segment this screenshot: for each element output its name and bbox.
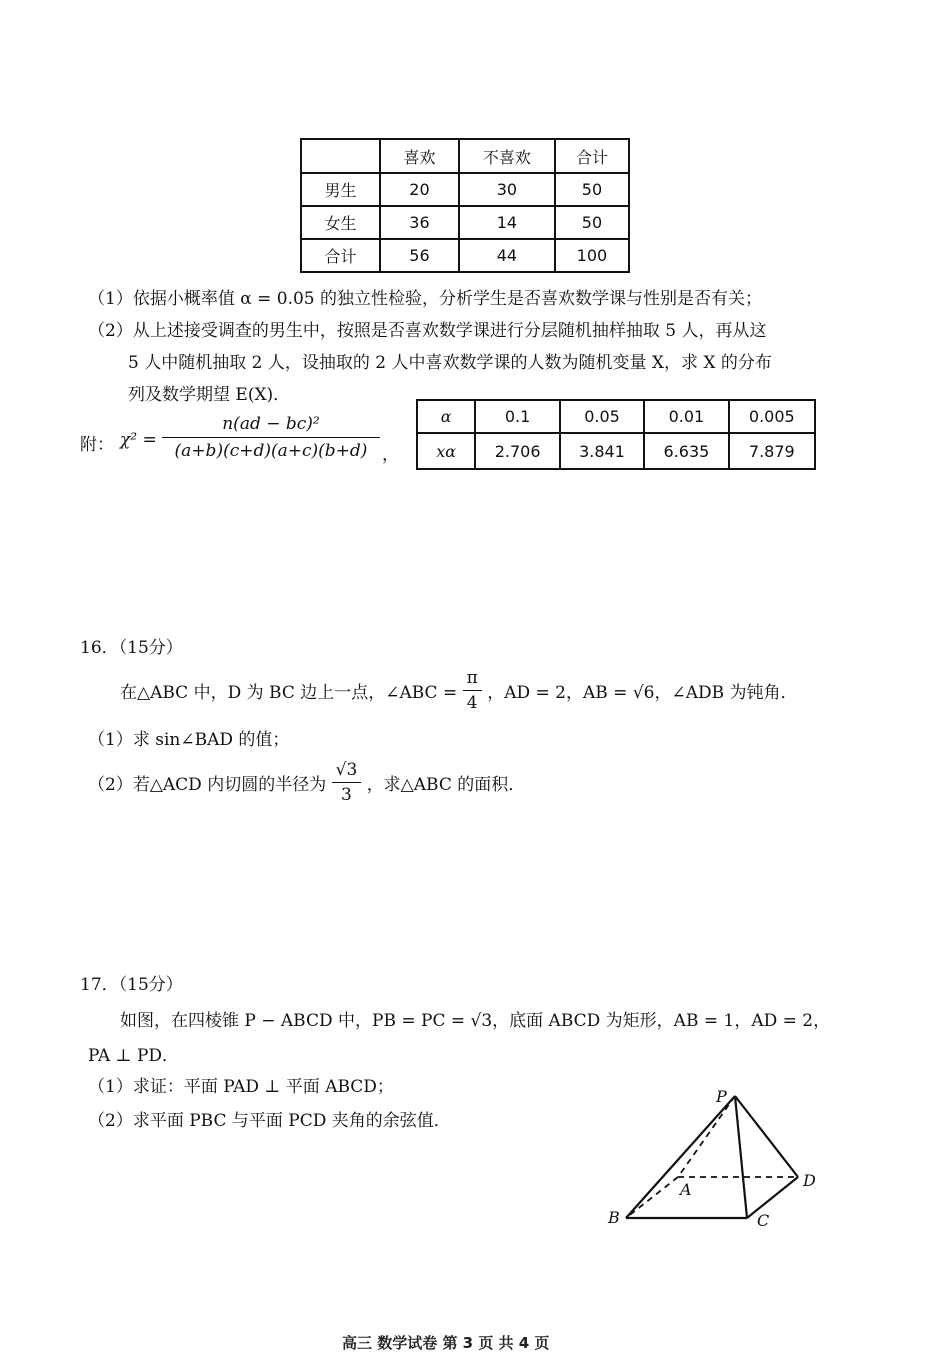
label-a: A [680,1180,692,1199]
q17-part1: （1）求证：平面 PAD ⊥ 平面 ABCD； [88,1077,394,1097]
chi-square-numerator: n(ad − bc)² [162,414,380,438]
pyramid-figure [600,1080,830,1240]
fraction-denominator: 4 [466,693,478,713]
table-cell: 0.01 [644,400,728,433]
edge-pa [678,1096,735,1177]
edge-ab [626,1177,678,1218]
table-cell: 30 [459,173,555,206]
table-header-cell: 喜欢 [380,139,459,173]
table-cell: 44 [459,239,555,272]
chi-square-lhs: χ² = [120,430,157,450]
table-cell: 女生 [301,206,380,239]
q15-part1: （1）依据小概率值 α = 0.05 的独立性检验，分析学生是否喜欢数学课与性别是否有关； [88,289,763,309]
q16-stem-a: 在△ABC 中，D 为 BC 边上一点，∠ABC = [120,683,458,703]
table-cell: 50 [555,173,629,206]
q17-header: 17．（15分） [80,975,183,995]
edge-pb [626,1096,735,1218]
table-cell: 合计 [301,239,380,272]
table-cell: 14 [459,206,555,239]
table-cell: 0.05 [560,400,644,433]
edge-cd [747,1177,798,1218]
table-cell: 3.841 [560,433,644,469]
page-footer: 高三 数学试卷 第 3 页 共 4 页 [342,1334,550,1352]
table-cell: 20 [380,173,459,206]
critical-value-table [416,399,816,470]
q16-part2-fraction [332,760,362,805]
q17-stem-line2: PA ⊥ PD． [88,1046,180,1066]
contingency-table [300,138,630,273]
table-cell: 0.1 [475,400,559,433]
chi-square-denominator: (a+b)(c+d)(a+c)(b+d) [174,441,368,461]
q16-part2 [88,760,525,805]
q15-part2-line2: 5 人中随机抽取 2 人，设抽取的 2 人中喜欢数学课的人数为随机变量 X，求 X 的分布 [128,353,772,373]
table-header-cell [301,139,380,173]
table-header-cell: 合计 [555,139,629,173]
q16-part2-b: ，求△ABC 的面积． [366,775,526,795]
table-cell: 7.879 [729,433,815,469]
q16-stem-b: ，AD = 2，AB = √6，∠ADB 为钝角． [487,683,798,703]
label-b: B [608,1208,620,1227]
table-cell: 6.635 [644,433,728,469]
table-cell: 50 [555,206,629,239]
q17-stem-line1: 如图，在四棱锥 P − ABCD 中，PB = PC = √3，底面 ABCD 为矩形，AB = 1，AD = 2， [120,1011,831,1031]
q17-part2: （2）求平面 PBC 与平面 PCD 夹角的余弦值． [88,1111,451,1131]
appendix-label: 附： [80,435,114,455]
table-header-cell: 不喜欢 [459,139,555,173]
table-cell: 0.005 [729,400,815,433]
q16-header: 16．（15分） [80,638,183,658]
table-cell: 男生 [301,173,380,206]
q16-part1: （1）求 sin∠BAD 的值； [88,730,290,750]
table-cell: 2.706 [475,433,559,469]
table-cell: xα [417,433,475,469]
fraction-numerator: π [463,668,482,691]
q16-stem [120,668,798,713]
edge-pd [735,1096,798,1177]
q16-part2-a: （2）若△ACD 内切圆的半径为 [88,775,327,795]
table-cell: α [417,400,475,433]
q15-part2-line1: （2）从上述接受调查的男生中，按照是否喜欢数学课进行分层随机抽样抽取 5 人，再从这 [88,321,767,341]
label-c: C [757,1211,770,1230]
label-p: P [716,1087,727,1106]
q16-stem-fraction [463,668,482,713]
fraction-denominator: 3 [341,785,352,805]
table-cell: 100 [555,239,629,272]
q15-part2-line3: 列及数学期望 E(X)． [128,385,291,405]
chi-square-fraction [162,414,380,461]
edge-pc [735,1096,747,1218]
formula-tail: ， [382,445,399,465]
table-cell: 36 [380,206,459,239]
table-cell: 56 [380,239,459,272]
fraction-numerator: √3 [332,760,362,783]
label-d: D [803,1171,816,1190]
